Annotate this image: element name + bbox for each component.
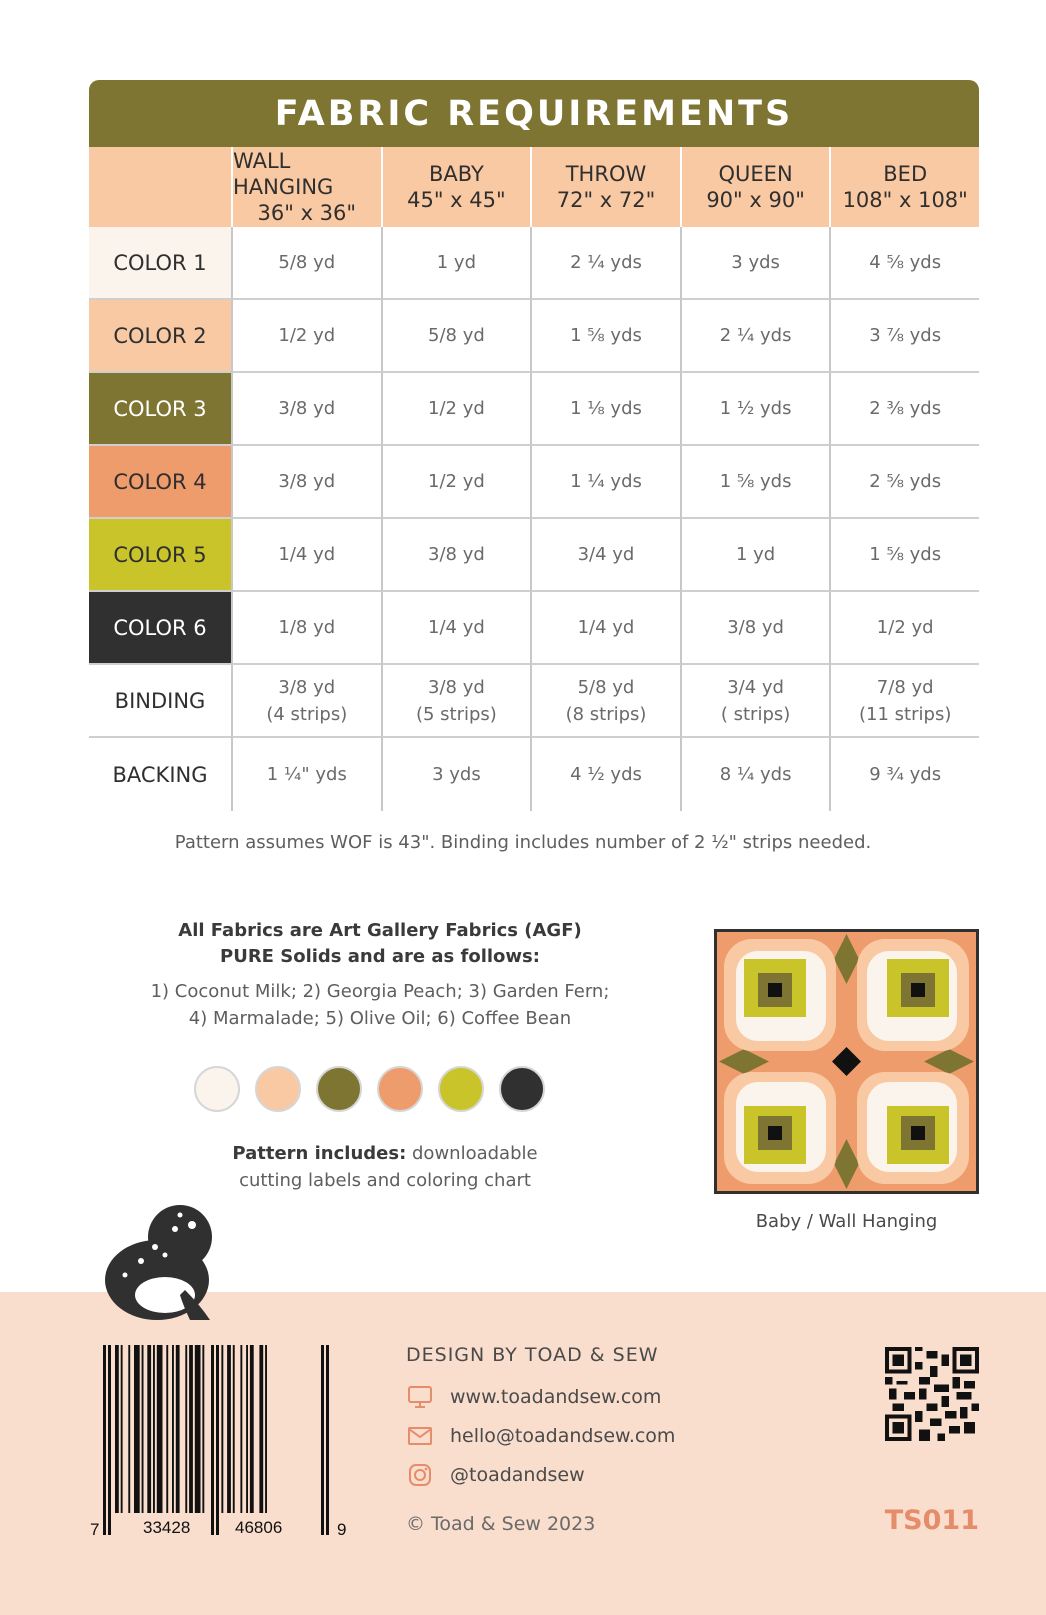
cell-line: 3/8 yd bbox=[278, 471, 336, 492]
table-cell bbox=[530, 592, 680, 665]
cell-line: 3/4 yd bbox=[577, 544, 635, 565]
table-title: FABRIC REQUIREMENTS bbox=[89, 80, 979, 147]
column-name: BED bbox=[883, 162, 928, 186]
email-link[interactable] bbox=[406, 1422, 675, 1450]
instagram-icon bbox=[406, 1461, 434, 1489]
header-queen bbox=[680, 147, 830, 227]
table-cell bbox=[829, 738, 979, 811]
table-cell bbox=[829, 519, 979, 592]
swatch-marmalade bbox=[377, 1066, 423, 1112]
cell-line: 1/2 yd bbox=[876, 617, 934, 638]
cell-line: 7/8 yd bbox=[876, 676, 934, 698]
table-cell bbox=[680, 373, 830, 446]
cell-line: 2 ⅜ yds bbox=[869, 398, 942, 419]
mail-icon bbox=[406, 1422, 434, 1450]
table-cell bbox=[530, 665, 680, 738]
row-label: BACKING bbox=[89, 738, 231, 811]
cell-line: 3 yds bbox=[432, 764, 481, 785]
block-bottom-right bbox=[857, 1072, 969, 1184]
table-cell bbox=[530, 446, 680, 519]
table-cell bbox=[829, 227, 979, 300]
table-cell bbox=[231, 665, 381, 738]
table-cell bbox=[231, 738, 381, 811]
block-top-left bbox=[724, 939, 836, 1051]
table-cell bbox=[231, 446, 381, 519]
website-link[interactable] bbox=[406, 1383, 661, 1411]
cell-line: 1/8 yd bbox=[278, 617, 336, 638]
table-row bbox=[89, 227, 979, 300]
fabric-list-line2: 4) Marmalade; 5) Olive Oil; 6) Coffee Bean bbox=[188, 1008, 572, 1029]
header-throw bbox=[530, 147, 680, 227]
cell-line: 1 ½ yds bbox=[719, 398, 792, 419]
table-row bbox=[89, 592, 979, 665]
table-cell bbox=[530, 738, 680, 811]
cell-line: (4 strips) bbox=[266, 703, 348, 725]
cell-line: 1 yd bbox=[436, 252, 477, 273]
table-cell bbox=[381, 519, 531, 592]
cell-line: 8 ¼ yds bbox=[719, 764, 792, 785]
table-cell bbox=[829, 592, 979, 665]
cell-line: 3/8 yd bbox=[428, 544, 485, 565]
table-cell bbox=[530, 519, 680, 592]
cell-line: 1/2 yd bbox=[428, 398, 485, 419]
table-cell bbox=[381, 738, 531, 811]
swatch-garden-fern bbox=[316, 1066, 362, 1112]
table-cell bbox=[231, 300, 381, 373]
swatch-coffee-bean bbox=[499, 1066, 545, 1112]
website-text: www.toadandsew.com bbox=[450, 1386, 662, 1408]
cell-line: (8 strips) bbox=[565, 703, 647, 725]
table-cell bbox=[530, 373, 680, 446]
cell-line: 1 ⅛ yds bbox=[570, 398, 642, 419]
cell-line: (11 strips) bbox=[859, 703, 952, 725]
table-cell bbox=[381, 227, 531, 300]
swatch-coconut-milk bbox=[194, 1066, 240, 1112]
pattern-includes bbox=[150, 1140, 620, 1194]
column-name: WALL HANGING bbox=[233, 149, 334, 199]
fabric-list-line1: 1) Coconut Milk; 2) Georgia Peach; 3) Garden Fern; bbox=[150, 981, 610, 1002]
header-wall-hanging bbox=[231, 147, 381, 227]
table-cell bbox=[680, 738, 830, 811]
cell-line: 1 ⅝ yds bbox=[719, 471, 792, 492]
table-row bbox=[89, 519, 979, 592]
cell-line: 1/4 yd bbox=[428, 617, 485, 638]
block-top-right bbox=[857, 939, 969, 1051]
cell-line: 5/8 yd bbox=[278, 252, 336, 273]
table-cell bbox=[381, 446, 531, 519]
table-cell bbox=[829, 300, 979, 373]
table-header-row bbox=[89, 147, 979, 227]
table-cell bbox=[381, 592, 531, 665]
cell-line: 1 ⅝ yds bbox=[570, 325, 642, 346]
quilt-image bbox=[714, 929, 979, 1194]
table-cell bbox=[680, 665, 830, 738]
email-text: hello@toadandsew.com bbox=[450, 1425, 676, 1447]
column-size: 72" x 72" bbox=[556, 188, 656, 212]
row-label: COLOR 2 bbox=[89, 300, 231, 373]
cell-line: 9 ¾ yds bbox=[869, 764, 942, 785]
column-size: 36" x 36" bbox=[257, 201, 357, 225]
cell-line: 1/4 yd bbox=[278, 544, 336, 565]
table-row bbox=[89, 373, 979, 446]
cell-line: 3/8 yd bbox=[727, 617, 784, 638]
table-cell bbox=[231, 373, 381, 446]
cell-line: (5 strips) bbox=[415, 703, 497, 725]
column-size: 45" x 45" bbox=[407, 188, 506, 212]
table-row bbox=[89, 300, 979, 373]
row-label: BINDING bbox=[89, 665, 231, 738]
cell-line: 3/8 yd bbox=[278, 676, 336, 698]
barcode-digit-1: 7 bbox=[90, 1520, 100, 1539]
quilt-caption: Baby / Wall Hanging bbox=[755, 1211, 938, 1232]
table-row bbox=[89, 665, 979, 738]
column-size: 108" x 108" bbox=[842, 188, 968, 212]
includes-text1: downloadable bbox=[406, 1143, 538, 1164]
cell-line: 2 ¼ yds bbox=[719, 325, 792, 346]
table-cell bbox=[381, 373, 531, 446]
includes-text2: cutting labels and coloring chart bbox=[239, 1170, 531, 1191]
cell-line: 1/2 yd bbox=[278, 325, 336, 346]
design-credit: DESIGN BY TOAD & SEW bbox=[406, 1344, 659, 1366]
qr-code[interactable] bbox=[885, 1347, 979, 1441]
toad-logo bbox=[95, 1195, 225, 1325]
table-cell bbox=[381, 665, 531, 738]
table-cell bbox=[829, 446, 979, 519]
cell-line: 1/4 yd bbox=[577, 617, 635, 638]
cell-line: 4 ½ yds bbox=[570, 764, 642, 785]
barcode-digit-2: 33428 bbox=[143, 1518, 191, 1537]
includes-bold: Pattern includes: bbox=[232, 1143, 407, 1164]
cell-line: 3 ⅞ yds bbox=[869, 325, 942, 346]
table-cell bbox=[680, 519, 830, 592]
monitor-icon bbox=[406, 1383, 434, 1411]
block-bottom-left bbox=[724, 1072, 836, 1184]
header-baby bbox=[381, 147, 531, 227]
copyright: © Toad & Sew 2023 bbox=[406, 1513, 596, 1535]
cell-line: 4 ⅝ yds bbox=[869, 252, 942, 273]
swatch-georgia-peach bbox=[255, 1066, 301, 1112]
pattern-code: TS011 bbox=[884, 1505, 979, 1536]
table-cell bbox=[231, 592, 381, 665]
row-label: COLOR 4 bbox=[89, 446, 231, 519]
column-name: BABY bbox=[428, 162, 484, 186]
wof-note: Pattern assumes WOF is 43". Binding includes number of 2 ½" strips needed. bbox=[174, 832, 872, 853]
row-label: COLOR 1 bbox=[89, 227, 231, 300]
cell-line: 1 yd bbox=[735, 544, 776, 565]
header-bed bbox=[829, 147, 979, 227]
cell-line: 3/8 yd bbox=[278, 398, 336, 419]
swatch-olive-oil bbox=[438, 1066, 484, 1112]
table-cell bbox=[680, 446, 830, 519]
table-body bbox=[89, 227, 979, 811]
cell-line: 1 ¼ yds bbox=[570, 471, 642, 492]
table-cell bbox=[381, 300, 531, 373]
color-swatches bbox=[194, 1066, 545, 1112]
table-row bbox=[89, 738, 979, 811]
row-label: COLOR 3 bbox=[89, 373, 231, 446]
barcode bbox=[85, 1345, 355, 1540]
header-corner bbox=[89, 147, 231, 227]
cell-line: 5/8 yd bbox=[577, 676, 635, 698]
column-size: 90" x 90" bbox=[706, 188, 805, 212]
table-row bbox=[89, 446, 979, 519]
fabric-requirements-table bbox=[89, 80, 979, 811]
instagram-link[interactable] bbox=[406, 1461, 585, 1489]
table-cell bbox=[530, 227, 680, 300]
table-cell bbox=[680, 227, 830, 300]
table-cell bbox=[680, 300, 830, 373]
table-cell bbox=[530, 300, 680, 373]
row-label: COLOR 6 bbox=[89, 592, 231, 665]
barcode-digit-4: 9 bbox=[337, 1520, 347, 1539]
cell-line: 1/2 yd bbox=[428, 471, 485, 492]
cell-line: 1 ⅝ yds bbox=[869, 544, 942, 565]
cell-line: 2 ⅝ yds bbox=[869, 471, 942, 492]
fabric-info bbox=[120, 918, 640, 1032]
cell-line: 3 yds bbox=[731, 252, 780, 273]
cell-line: ( strips) bbox=[720, 703, 791, 725]
table-cell bbox=[829, 665, 979, 738]
fabric-info-line2: PURE Solids and are as follows: bbox=[220, 946, 540, 967]
instagram-text: @toadandsew bbox=[450, 1464, 585, 1486]
fabric-info-line1: All Fabrics are Art Gallery Fabrics (AGF) bbox=[178, 920, 582, 941]
cell-line: 3/8 yd bbox=[428, 676, 485, 698]
cell-line: 5/8 yd bbox=[428, 325, 485, 346]
column-name: THROW bbox=[565, 162, 647, 186]
cell-line: 3/4 yd bbox=[727, 676, 784, 698]
row-label: COLOR 5 bbox=[89, 519, 231, 592]
table-cell bbox=[231, 519, 381, 592]
barcode-digit-3: 46806 bbox=[235, 1518, 283, 1537]
table-cell bbox=[231, 227, 381, 300]
column-name: QUEEN bbox=[718, 162, 793, 186]
table-cell bbox=[829, 373, 979, 446]
cell-line: 1 ¼" yds bbox=[266, 764, 347, 785]
table-cell bbox=[680, 592, 830, 665]
cell-line: 2 ¼ yds bbox=[570, 252, 642, 273]
